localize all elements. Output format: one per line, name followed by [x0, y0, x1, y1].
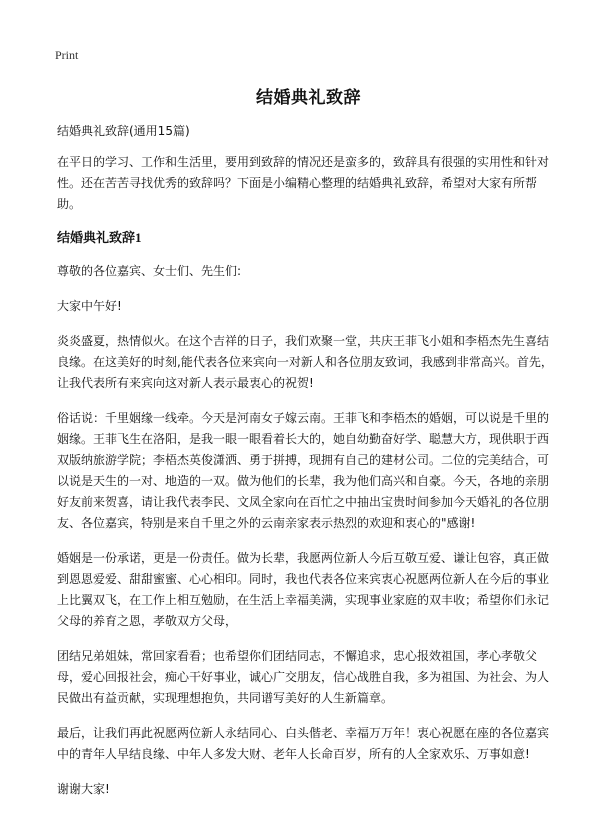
document-subtitle: 结婚典礼致辞(通用15篇)	[57, 124, 190, 138]
section-heading: 结婚典礼致辞1	[57, 230, 142, 245]
salutation-paragraph: 尊敬的各位嘉宾、女士们、先生们:	[57, 264, 242, 278]
body-paragraph-1: 炎炎盛夏，热情似火。在这个吉祥的日子，我们欢聚一堂，共庆王菲飞小姐和李梧杰先生喜结良缘。在这美好的时刻,能代表各位来宾向一对新人和各位朋友致词，我感到非常高兴。首先，让我代表所有来宾向这对新人表示最衷心的祝贺!	[57, 334, 553, 390]
closing-paragraph: 谢谢大家!	[57, 782, 110, 796]
greeting-paragraph: 大家中午好!	[57, 299, 122, 313]
intro-paragraph: 在平日的学习、工作和生活里，要用到致辞的情况还是蛮多的，致辞具有很强的实用性和针对性。还在苦苦寻找优秀的致辞吗？下面是小编精心整理的结婚典礼致辞，希望对大家有所帮助。	[57, 155, 550, 211]
body-paragraph-4: 团结兄弟姐妹，常回家看看；也希望你们团结同志，不懈追求，忠心报效祖国，孝心孝敬父母，爱心回报社会，痴心干好事业，诚心广交朋友，信心战胜自我，多为祖国、为社会、为人民做出有益贡献，实现理想抱负，共同谱写美好的人生新篇章。	[57, 649, 550, 705]
print-link[interactable]: Print	[55, 48, 79, 62]
body-paragraph-5: 最后，让我们再此祝愿两位新人永结同心、白头偕老、幸福万万年！衷心祝愿在座的各位嘉宾中的青年人早结良缘、中年人多发大财、老年人长命百岁，所有的人全家欢乐、万事如意!	[57, 726, 550, 761]
body-paragraph-3: 婚姻是一份承诺，更是一份责任。做为长辈，我愿两位新人今后互敬互爱、谦让包容，真正做到恩恩爱爱、甜甜蜜蜜、心心相印。同时，我也代表各位来宾衷心祝愿两位新人在今后的事业上比翼双飞，在工作上相互勉励，在生活上幸福美满，实现事业家庭的双丰收；希望你们永记父母的养育之恩，孝敬双方父母，	[57, 551, 550, 628]
body-paragraph-2: 俗话说：千里姻缘一线牵。今天是河南女子嫁云南。王菲飞和李梧杰的婚姻，可以说是千里的姻缘。王菲飞生在洛阳，是我一眼一眼看着长大的，她自幼勤奋好学、聪慧大方，现供职于西双版纳旅游学院；李梧杰英俊潇洒、勇于拼搏，现拥有自己的建材公司。二位的完美结合，可以说是天生的一对、地造的一双。做为他们的长辈，我为他们高兴和自豪。今天，各地的亲朋好友前来贺喜，请让我代表李民、文凤全家向在百忙之中抽出宝贵时间参加今天婚礼的各位朋友、各位嘉宾，特别是来自千里之外的云南亲家表示热烈的欢迎和衷心的"感谢!	[57, 411, 550, 530]
page-title: 结婚典礼致辞	[256, 88, 361, 108]
